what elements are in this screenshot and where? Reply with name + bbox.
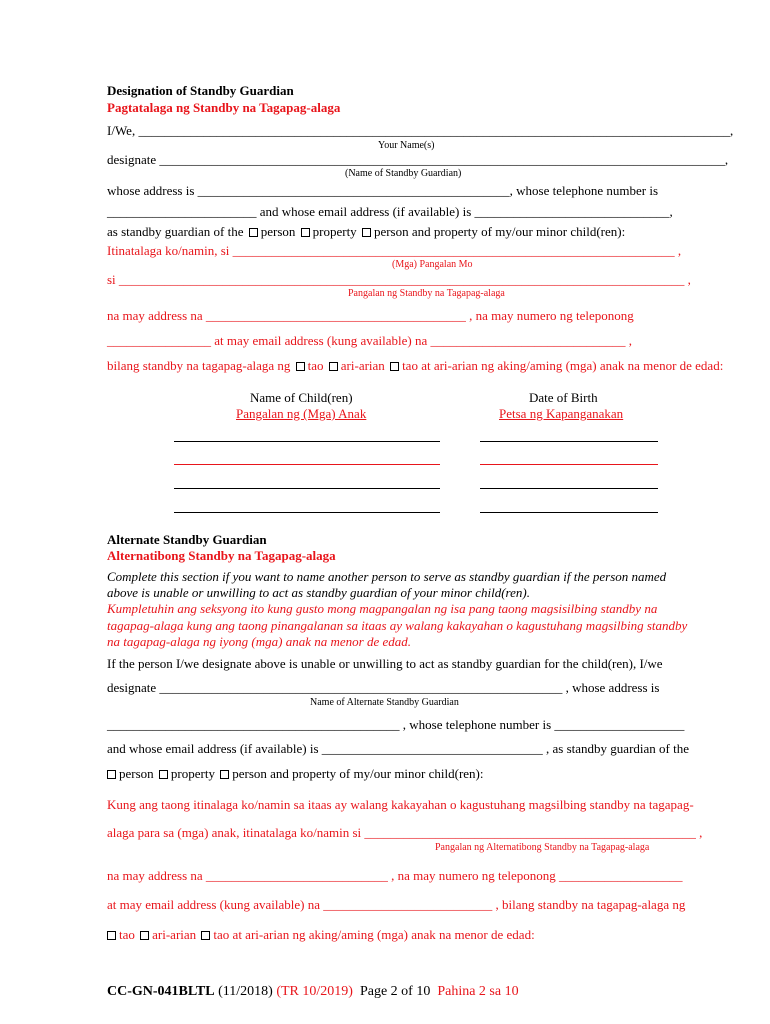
standby-email-field[interactable]: _______________________ and whose email address (if available) is ______________________________, (107, 204, 673, 219)
alt-may-email-field[interactable]: at may email address (kung available) na __________________________ , bilang standby na tagapag-alaga ng (107, 897, 686, 912)
page-number: Page 2 of 10 (359, 984, 431, 999)
alt-ariarian-checkbox[interactable] (140, 931, 149, 940)
alt-tao-checkbox[interactable] (107, 931, 116, 940)
ariarian-label: ari-arian (340, 358, 385, 373)
tao-ariarian-checkbox[interactable] (390, 362, 399, 371)
alt-email-field[interactable]: and whose email address (if available) is __________________________________ , as standby guardian of the (107, 741, 689, 756)
alt-kung-field[interactable]: alaga para sa (mga) anak, itinatalaga ko/namin si ___________________________________________________ , (107, 825, 703, 840)
dob-header: Date of Birth (529, 390, 598, 405)
alt-name-caption: Name of Alternate Standby Guardian (310, 697, 459, 708)
child-name-field-2[interactable] (174, 464, 440, 465)
page-footer (107, 983, 519, 1000)
alt-tao-ariarian-label: tao at ari-arian ng aking/aming (mga) anak na menor de edad: (213, 927, 535, 942)
alt-property-checkbox[interactable] (159, 770, 168, 779)
itinatalaga-field[interactable]: Itinatalaga ko/namin, si ____________________________________________________________________ , (107, 243, 682, 258)
child-name-header: Name of Child(ren) (250, 390, 353, 405)
alt-person-property-checkbox[interactable] (220, 770, 229, 779)
ariarian-checkbox[interactable] (329, 362, 338, 371)
standby-scope-line (107, 224, 625, 240)
standby-scope-label: as standby guardian of the (107, 224, 244, 239)
standby-address-field[interactable]: whose address is ________________________________________________, whose telephone number is (107, 183, 659, 198)
tao-label: tao (307, 358, 324, 373)
person-property-checkbox[interactable] (362, 228, 371, 237)
alt-instructions-tl-2: tagapag-alaga kung ang taong pinangalanan sa itaas ay walang kakayahan o kagustuhang magsilbing standby (107, 618, 688, 633)
alt-person-label: person (119, 766, 154, 781)
pangalan-standby-caption: Pangalan ng Standby na Tagapag-alaga (348, 288, 505, 299)
section-title-alternate: Alternate Standby Guardian (107, 532, 267, 547)
property-checkbox[interactable] (301, 228, 310, 237)
alt-kung-line-1: Kung ang taong itinalaga ko/namin sa itaas ay walang kakayahan o kagustuhang magsilbing standby na tagapag- (107, 797, 694, 812)
section-title-standby: Designation of Standby Guardian (107, 83, 294, 98)
your-names-caption: Your Name(s) (378, 140, 435, 151)
alt-tao-label: tao (119, 927, 135, 942)
alt-bilang-scope-line (105, 927, 535, 943)
person-checkbox[interactable] (249, 228, 258, 237)
dob-field-4[interactable] (480, 512, 658, 513)
alt-property-label: property (170, 766, 215, 781)
page-number-tl: Pahina 2 sa 10 (437, 984, 519, 999)
child-name-field-4[interactable] (174, 512, 440, 513)
standby-name-caption: (Name of Standby Guardian) (345, 168, 462, 179)
alt-instructions-tl-3: na tagapag-alaga ng iyong (mga) anak na menor de edad. (107, 634, 412, 649)
section-title-standby-tl: Pagtatalaga ng Standby na Tagapag-alaga (107, 100, 341, 115)
bilang-scope-line (107, 358, 723, 374)
dob-field-1[interactable] (480, 441, 658, 442)
child-name-field-3[interactable] (174, 488, 440, 489)
si-standby-field[interactable]: si _______________________________________________________________________________________ , (107, 272, 691, 287)
alt-name-field[interactable]: designate ______________________________________________________________ , whose address is (107, 680, 660, 695)
alt-scope-line (105, 766, 483, 782)
alt-instructions-tl-1: Kumpletuhin ang seksyong ito kung gusto mong magpangalan ng isa pang taong magsisilbing standby na (107, 601, 658, 616)
property-label: property (312, 224, 357, 239)
person-label: person (260, 224, 296, 239)
section-title-alternate-tl: Alternatibong Standby na Tagapag-alaga (107, 548, 336, 563)
alt-if-person-line: If the person I/we designate above is unable or unwilling to act as standby guardian for the child(ren), I/we (107, 656, 663, 671)
alt-tel-field[interactable]: _____________________________________________ , whose telephone number is ____________________ (107, 717, 685, 732)
may-email-field[interactable]: ________________ at may email address (kung available) na ______________________________ , (107, 333, 632, 348)
may-address-field[interactable]: na may address na ________________________________________ , na may numero ng teleponong (107, 308, 634, 323)
alt-name-caption-tl: Pangalan ng Alternatibong Standby na Tagapag-alaga (435, 842, 650, 853)
tao-checkbox[interactable] (296, 362, 305, 371)
alt-instructions-2: above is unable or unwilling to act as standby guardian of your minor child(ren). (107, 585, 530, 600)
alt-may-address-field[interactable]: na may address na ____________________________ , na may numero ng teleponong ___________________ (107, 868, 683, 883)
standby-name-field[interactable]: designate _______________________________________________________________________________________, (107, 152, 729, 167)
dob-field-2[interactable] (480, 464, 658, 465)
form-date: (11/2018) (218, 984, 273, 999)
child-name-field-1[interactable] (174, 441, 440, 442)
child-name-header-tl: Pangalan ng (Mga) Anak (236, 406, 367, 421)
form-date-tl: (TR 10/2019) (276, 984, 353, 999)
your-names-field[interactable]: I/We, ___________________________________________________________________________________________, (107, 123, 734, 138)
dob-header-tl: Petsa ng Kapanganakan (499, 406, 624, 421)
dob-field-3[interactable] (480, 488, 658, 489)
person-property-label: person and property of my/our minor child(ren): (373, 224, 626, 239)
bilang-scope-label: bilang standby na tagapag-alaga ng (107, 358, 291, 373)
alt-person-checkbox[interactable] (107, 770, 116, 779)
alt-person-property-label: person and property of my/our minor child(ren): (232, 766, 484, 781)
tao-ariarian-label: tao at ari-arian ng aking/aming (mga) anak na menor de edad: (402, 358, 724, 373)
form-id: CC-GN-041BLTL (107, 984, 215, 999)
alt-ariarian-label: ari-arian (152, 927, 197, 942)
alt-tao-ariarian-checkbox[interactable] (201, 931, 210, 940)
alt-instructions-1: Complete this section if you want to name another person to serve as standby guardian if the person named (107, 569, 667, 584)
mga-pangalan-caption: (Mga) Pangalan Mo (392, 259, 473, 270)
